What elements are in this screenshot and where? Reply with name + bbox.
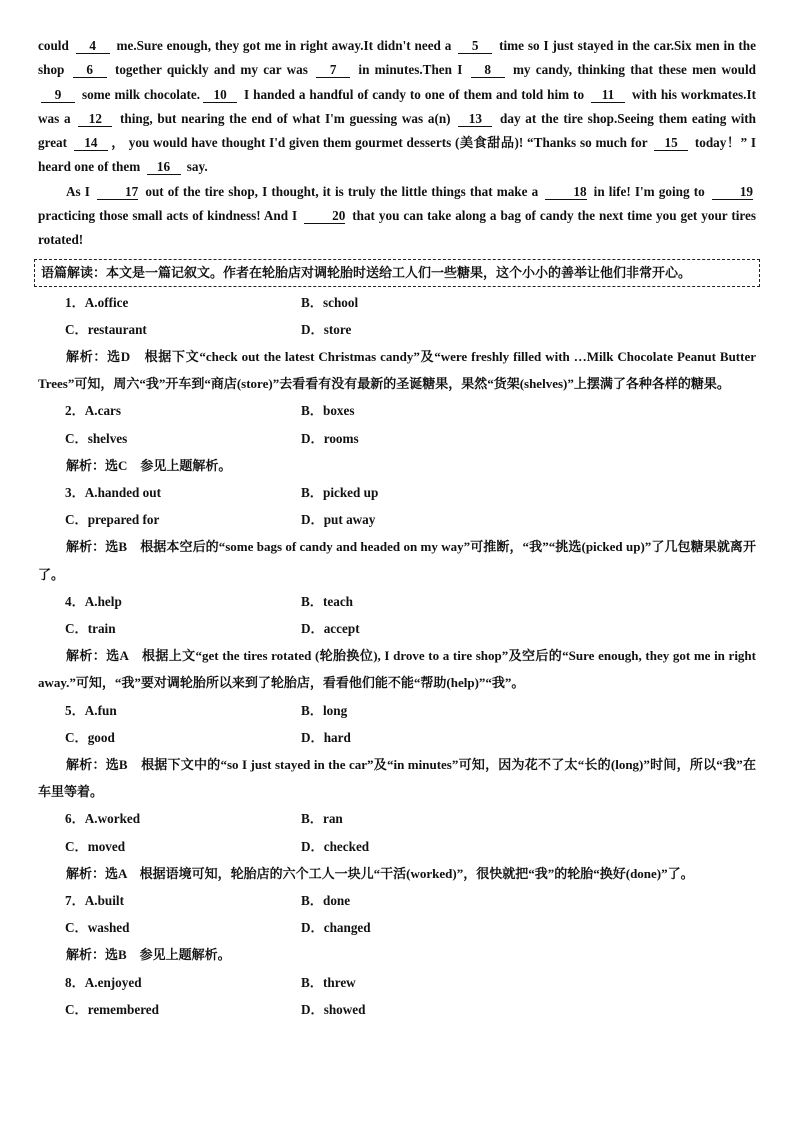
blank-11: 11: [591, 88, 625, 103]
question-6-options-row-1: [38, 805, 756, 832]
blank-7: 7: [316, 63, 350, 78]
option-b: B．teach: [301, 593, 354, 609]
question-3-explanation: [38, 533, 756, 587]
question-5-options-row-2: [38, 724, 756, 751]
explanation-text: 选B 参见上题解析。: [105, 947, 231, 963]
explanation-label: 解析：: [66, 865, 106, 881]
passage-text: As I: [66, 183, 95, 199]
explanation-text: 选C 参见上题解析。: [105, 457, 232, 473]
option-d: D．checked: [301, 838, 370, 854]
passage-text: today！” I heard one of them: [38, 135, 756, 175]
summary-label: 语篇解读：: [41, 264, 107, 280]
passage-text: in life! I'm going to: [589, 183, 709, 199]
option-a: 3．A.handed out: [65, 485, 162, 501]
explanation-label: 解析：: [66, 648, 107, 664]
option-b: B．threw: [301, 974, 356, 990]
passage-text: with his workmates.It was a: [38, 86, 756, 126]
option-b: B．done: [301, 892, 351, 908]
option-b: B．picked up: [301, 485, 379, 501]
question-list: [38, 289, 756, 1023]
option-c: C．shelves: [65, 430, 128, 446]
blank-12: 12: [78, 112, 112, 127]
question-3-options-row-1: [38, 479, 756, 506]
question-8-options-row-1: [38, 969, 756, 996]
question-1-options-row-1: [38, 289, 756, 316]
option-a: 2．A.cars: [65, 403, 122, 419]
blank-16: 16: [147, 160, 181, 175]
passage-text: day at the tire shop.Seeing them eating with great: [38, 110, 757, 151]
question-2-explanation: [38, 452, 756, 479]
question-4-options-row-2: [38, 615, 756, 642]
passage-paragraph-1: [38, 34, 756, 180]
question-4-options-row-1: [38, 588, 756, 615]
option-c: C．good: [65, 729, 115, 745]
option-c: C．remembered: [65, 1001, 159, 1017]
blank-14: 14: [74, 136, 108, 151]
passage-text: together quickly and my car was: [109, 62, 314, 78]
question-7-explanation: [38, 941, 756, 968]
passage-paragraph-2: [38, 180, 756, 253]
passage-text: practicing those small acts of kindness! And I: [38, 208, 302, 224]
blank-9: 9: [41, 88, 75, 103]
option-b: B．ran: [301, 811, 343, 827]
passage-text: in minutes.Then I: [353, 62, 468, 78]
option-a: 5．A.fun: [65, 702, 117, 718]
option-c: C．moved: [65, 838, 126, 854]
explanation-text: 选B 根据本空后的“some bags of candy and headed on my way”可推断，“我”“挑选(picked up)”了几包糖果就离开了。: [38, 539, 756, 582]
option-a: 8．A.enjoyed: [65, 974, 142, 990]
question-8-options-row-2: [38, 996, 756, 1023]
option-c: C．train: [65, 621, 116, 636]
option-a: 4．A.help: [65, 593, 122, 609]
option-d: D．rooms: [301, 430, 359, 446]
question-6-explanation: [38, 860, 756, 887]
question-5-explanation: [38, 751, 756, 805]
explanation-text: 选B 根据下文中的“so I just stayed in the car”及“in minutes”可知，因为花不了太“长的(long)”时间，所以“我”在车里等着。: [38, 756, 756, 800]
blank-6: 6: [73, 63, 107, 78]
question-5-options-row-1: [38, 697, 756, 724]
option-d: D．store: [301, 321, 352, 337]
option-d: D．changed: [301, 920, 371, 936]
explanation-text: 选A 根据语境可知，轮胎店的六个工人一块儿“干活(worked)”，很快就把“我”的轮胎“换好(done)”了。: [105, 865, 694, 881]
passage-text: some milk chocolate.: [78, 86, 201, 102]
blank-8: 8: [471, 63, 505, 78]
question-7-options-row-1: [38, 887, 756, 914]
passage-text: I handed a handful of candy to one of them and told him to: [240, 86, 589, 102]
explanation-text: 选A 根据上文“get the tires rotated (轮胎换位), I drove to a tire shop”及空后的“Sure enough, they got me in right away.”可知，“我”要对调轮胎所以来到了轮胎店，看看他们能不能“帮助(help)”“我”。: [38, 648, 756, 691]
passage-text: thing, but nearing the end of what I'm guessing was a(n): [115, 110, 456, 126]
option-c: C．washed: [65, 920, 130, 936]
passage-text: that you can take along a bag of candy the next time you get your tires rotated!: [38, 208, 756, 248]
option-d: D．hard: [301, 729, 351, 745]
explanation-label: 解析：: [66, 539, 106, 555]
passage-text: time so I just stayed in the car.Six men in the shop: [38, 38, 756, 78]
explanation-text: 选D 根据下文“check out the latest Christmas candy”及“were freshly filled with …Milk Chocolate Peanut Butter Trees”可知，周六“我”开车到“商店(store)”去看看有没有最新的圣诞糖果，果然“货架(shelves)”上摆满了各种各样的糖果。: [38, 349, 756, 392]
explanation-label: 解析：: [66, 349, 108, 365]
passage-text: me.Sure enough, they got me in right away.It didn't need a: [112, 38, 456, 53]
passage-text: say.: [183, 159, 208, 175]
option-b: B．long: [301, 702, 348, 718]
explanation-label: 解析：: [66, 457, 106, 473]
blank-15: 15: [654, 136, 688, 151]
explanation-label: 解析：: [66, 756, 106, 772]
blank-5: 5: [458, 39, 492, 54]
question-2-options-row-2: [38, 425, 756, 452]
summary-text: 本文是一篇记叙文。作者在轮胎店对调轮胎时送给工人们一些糖果，这个小小的善举让他们非常开心。: [106, 264, 692, 280]
option-d: D．put away: [301, 512, 376, 528]
blank-4: 4: [76, 39, 110, 54]
question-3-options-row-2: [38, 506, 756, 533]
blank-17: 17: [97, 185, 138, 200]
question-1-explanation: [38, 343, 756, 397]
passage-text: could: [38, 38, 73, 53]
option-b: B．boxes: [301, 403, 355, 419]
passage-text: ， you would have thought I'd given them gourmet desserts (美食甜品)! “Thanks so much for: [110, 135, 652, 151]
document-page: [38, 34, 756, 1023]
blank-19: 19: [712, 185, 753, 200]
option-c: C．restaurant: [65, 321, 147, 337]
option-d: D．accept: [301, 621, 360, 636]
option-a: 7．A.built: [65, 892, 124, 908]
passage-summary-box: [34, 259, 760, 287]
blank-18: 18: [545, 185, 586, 200]
option-d: D．showed: [301, 1001, 366, 1017]
question-4-explanation: [38, 642, 756, 696]
passage-text: my candy, thinking that these men would: [507, 62, 756, 78]
passage-text: out of the tire shop, I thought, it is truly the little things that make a: [141, 183, 543, 199]
blank-10: 10: [203, 88, 237, 103]
question-7-options-row-2: [38, 914, 756, 941]
question-6-options-row-2: [38, 833, 756, 860]
question-1-options-row-2: [38, 316, 756, 343]
option-b: B．school: [301, 294, 359, 310]
option-a: 6．A.worked: [65, 811, 141, 827]
blank-13: 13: [458, 112, 492, 127]
option-c: C．prepared for: [65, 512, 160, 528]
blank-20: 20: [304, 209, 345, 224]
option-a: 1．A.office: [65, 294, 129, 310]
question-2-options-row-1: [38, 397, 756, 424]
explanation-label: 解析：: [66, 947, 106, 963]
